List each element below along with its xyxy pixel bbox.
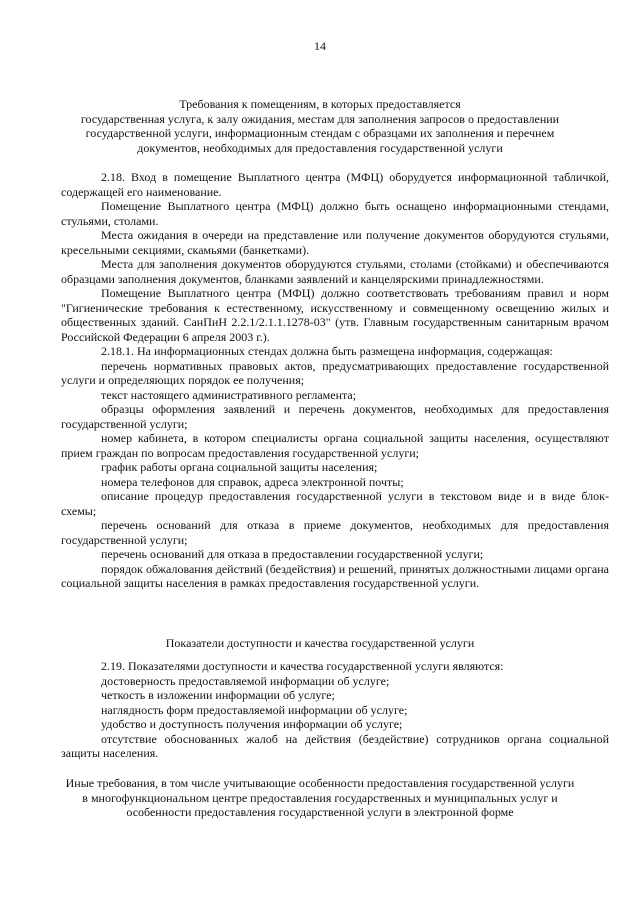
list-item: перечень оснований для отказа в приеме документов, необходимых для предоставления государственной услуги;: [61, 518, 609, 547]
list-item: описание процедур предоставления государственной услуги в текстовом виде и в виде блок-схемы;: [61, 489, 609, 518]
list-item: наглядность форм предоставляемой информации об услуге;: [101, 702, 408, 717]
paragraph: Помещение Выплатного центра (МФЦ) должно быть оснащено информационными стендами, стульями, столами.: [61, 199, 609, 228]
section-body-accessibility: [61, 659, 609, 761]
paragraph: Места ожидания в очереди на представление или получение документов оборудуются стульями, кресельными секциями, скамьями (банкетками).: [61, 228, 609, 257]
heading-line: в многофункциональном центре предоставления государственных и муниципальных услуг и: [82, 790, 558, 805]
list-item: образцы оформления заявлений и перечень документов, необходимых для предоставления государственной услуги;: [61, 402, 609, 431]
section-heading-premises: [60, 97, 580, 155]
list-item: отсутствие обоснованных жалоб на действия (бездействие) сотрудников органа социальной защиты населения.: [61, 731, 609, 760]
section-body-premises: [61, 170, 609, 591]
page-number: 14: [314, 39, 326, 53]
section-heading-accessibility: [60, 636, 580, 651]
list-item: график работы органа социальной защиты населения;: [101, 460, 378, 474]
paragraph: Помещение Выплатного центра (МФЦ) должно соответствовать требованиям правил и норм "Гигиенические требования к естественному, искусственному и совмещенному освещению жилых и общественных зданий. СанПиН 2.2.1/2.1.1.1278-03" (утв. Главным государственным санитарным врачом Российской Федерации 6 апреля 2003 г.).: [61, 286, 609, 344]
heading-line: Показатели доступности и качества государственной услуги: [165, 636, 475, 650]
heading-line: Требования к помещениям, в которых предоставляется: [179, 97, 461, 111]
list-item: текст настоящего административного регламента;: [101, 387, 357, 402]
list-item: перечень оснований для отказа в предоставлении государственной услуги;: [101, 547, 484, 561]
heading-line: Иные требования, в том числе учитывающие особенности предоставления государственной услуги: [65, 776, 575, 790]
section-heading-other-requirements: [60, 776, 580, 820]
list-item: номер кабинета, в котором специалисты органа социальной защиты населения, осуществляют прием граждан по вопросам предоставления государственной услуги;: [61, 431, 609, 460]
list-item: удобство и доступность получения информации об услуге;: [101, 717, 403, 731]
list-item: перечень нормативных правовых актов, предусматривающих предоставление государственной услуги и определяющих порядок ее получения;: [61, 358, 609, 387]
list-item: порядок обжалования действий (бездействия) и решений, принятых должностными лицами органа социальной защиты населения в рамках предоставления государственной услуги.: [61, 561, 609, 590]
paragraph: Места для заполнения документов оборудуются стульями, столами (стойками) и обеспечиваются образцами заполнения документов, бланками заявлений и канцелярскими принадлежностями.: [61, 257, 609, 286]
heading-line: особенности предоставления государственной услуги в электронной форме: [126, 805, 514, 819]
list-item: четкость в изложении информации об услуге;: [101, 688, 335, 702]
heading-line: государственная услуга, к залу ожидания, местам для заполнения запросов о предоставлении: [80, 111, 560, 126]
list-item: достоверность предоставляемой информации об услуге;: [101, 673, 390, 688]
paragraph: 2.18.1. На информационных стендах должна быть размещена информация, содержащая:: [101, 344, 553, 358]
heading-line: документов, необходимых для предоставления государственной услуги: [137, 140, 503, 155]
heading-line: государственной услуги, информационным стендам с образцами их заполнения и перечнем: [85, 126, 555, 140]
list-item: номера телефонов для справок, адреса электронной почты;: [101, 474, 404, 489]
paragraph: 2.18. Вход в помещение Выплатного центра (МФЦ) оборудуется информационной табличкой, содержащей его наименование.: [61, 170, 609, 199]
paragraph: 2.19. Показателями доступности и качества государственной услуги являются:: [101, 659, 504, 673]
